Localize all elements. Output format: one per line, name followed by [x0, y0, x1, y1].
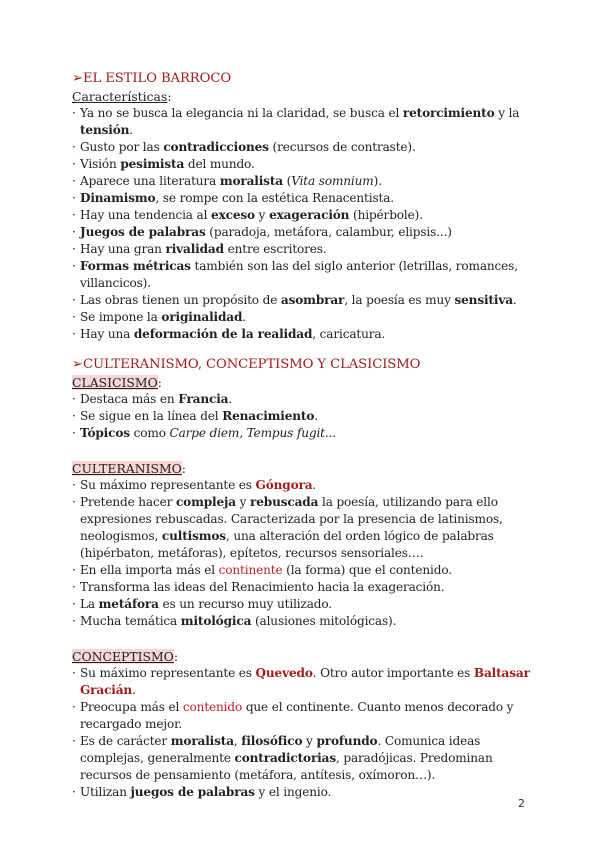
list-item: · Juegos de palabras (paradoja, metáfora, calambur, elipsis...) — [72, 224, 532, 241]
list-item: · Formas métricas también son las del siglo anterior (letrillas, romances, villancicos). — [72, 258, 532, 292]
list-item: · En ella importa más el continente (la forma) que el contenido. — [72, 562, 532, 579]
list-item: · Hay una tendencia al exceso y exageración (hipérbole). — [72, 207, 532, 224]
list-item: · Mucha temática mitológica (alusiones mitológicas). — [72, 613, 532, 630]
list-item: · Es de carácter moralista, filosófico y profundo. Comunica ideas complejas, generalmente contradictorias, paradójicas. Predominan recursos de pensamiento (metáfora, antítesis, oxímoron…). — [72, 733, 532, 784]
list-item: · Visión pesimista del mundo. — [72, 156, 532, 173]
culteranismo-label: CULTERANISMO — [72, 461, 182, 476]
list-item: · Gusto por las contradicciones (recursos de contraste). — [72, 139, 532, 156]
culteranismo-list — [72, 477, 532, 630]
page-number: 2 — [518, 797, 525, 810]
list-item: · Aparece una literatura moralista (Vita somnium). — [72, 173, 532, 190]
list-item: · Hay una deformación de la realidad, caricatura. — [72, 326, 532, 343]
subtitle-caracteristicas: Características: — [72, 89, 172, 104]
list-item: · Su máximo representante es Quevedo. Otro autor importante es Baltasar Gracián. — [72, 665, 532, 699]
list-item: · Las obras tienen un propósito de asombrar, la poesía es muy sensitiva. — [72, 292, 532, 309]
subtitle-clasicismo: CLASICISMO: — [72, 375, 162, 390]
list-item: · Transforma las ideas del Renacimiento hacia la exageración. — [72, 579, 532, 596]
conceptismo-list — [72, 665, 532, 801]
subtitle-conceptismo: CONCEPTISMO: — [72, 649, 179, 664]
list-item: · Pretende hacer compleja y rebuscada la poesía, utilizando para ello expresiones rebuscadas. Caracterizada por la presencia de latinismos, neologismos, cultismos, una alteración del orden lógico de palabras (hipérbaton, metáforas), epítetos, recursos sensoriales…. — [72, 494, 532, 562]
list-item: · Su máximo representante es Góngora. — [72, 477, 532, 494]
section-title-baroque: ➢EL ESTILO BARROCO — [72, 71, 232, 86]
baroque-list — [72, 105, 532, 343]
document-page — [72, 70, 532, 801]
subtitle-label: Características — [72, 89, 168, 104]
conceptismo-label: CONCEPTISMO — [72, 649, 174, 664]
list-item: · Tópicos como Carpe diem, Tempus fugit... — [72, 425, 532, 442]
clasicismo-list — [72, 391, 532, 442]
list-item: · Dinamismo, se rompe con la estética Renacentista. — [72, 190, 532, 207]
clasicismo-label: CLASICISMO — [72, 375, 158, 390]
list-item: · Se sigue en la línea del Renacimiento. — [72, 408, 532, 425]
list-item: · Ya no se busca la elegancia ni la claridad, se busca el retorcimiento y la tensión. — [72, 105, 532, 139]
list-item: · Hay una gran rivalidad entre escritores. — [72, 241, 532, 258]
list-item: · Destaca más en Francia. — [72, 391, 532, 408]
list-item: · Preocupa más el contenido que el continente. Cuanto menos decorado y recargado mejor. — [72, 699, 532, 733]
list-item: · La metáfora es un recurso muy utilizado. — [72, 596, 532, 613]
list-item: · Se impone la originalidad. — [72, 309, 532, 326]
section-title-movements: ➢CULTERANISMO, CONCEPTISMO Y CLASICISMO — [72, 357, 421, 372]
list-item: · Utilizan juegos de palabras y el ingenio. — [72, 784, 532, 801]
subtitle-culteranismo: CULTERANISMO: — [72, 461, 186, 476]
